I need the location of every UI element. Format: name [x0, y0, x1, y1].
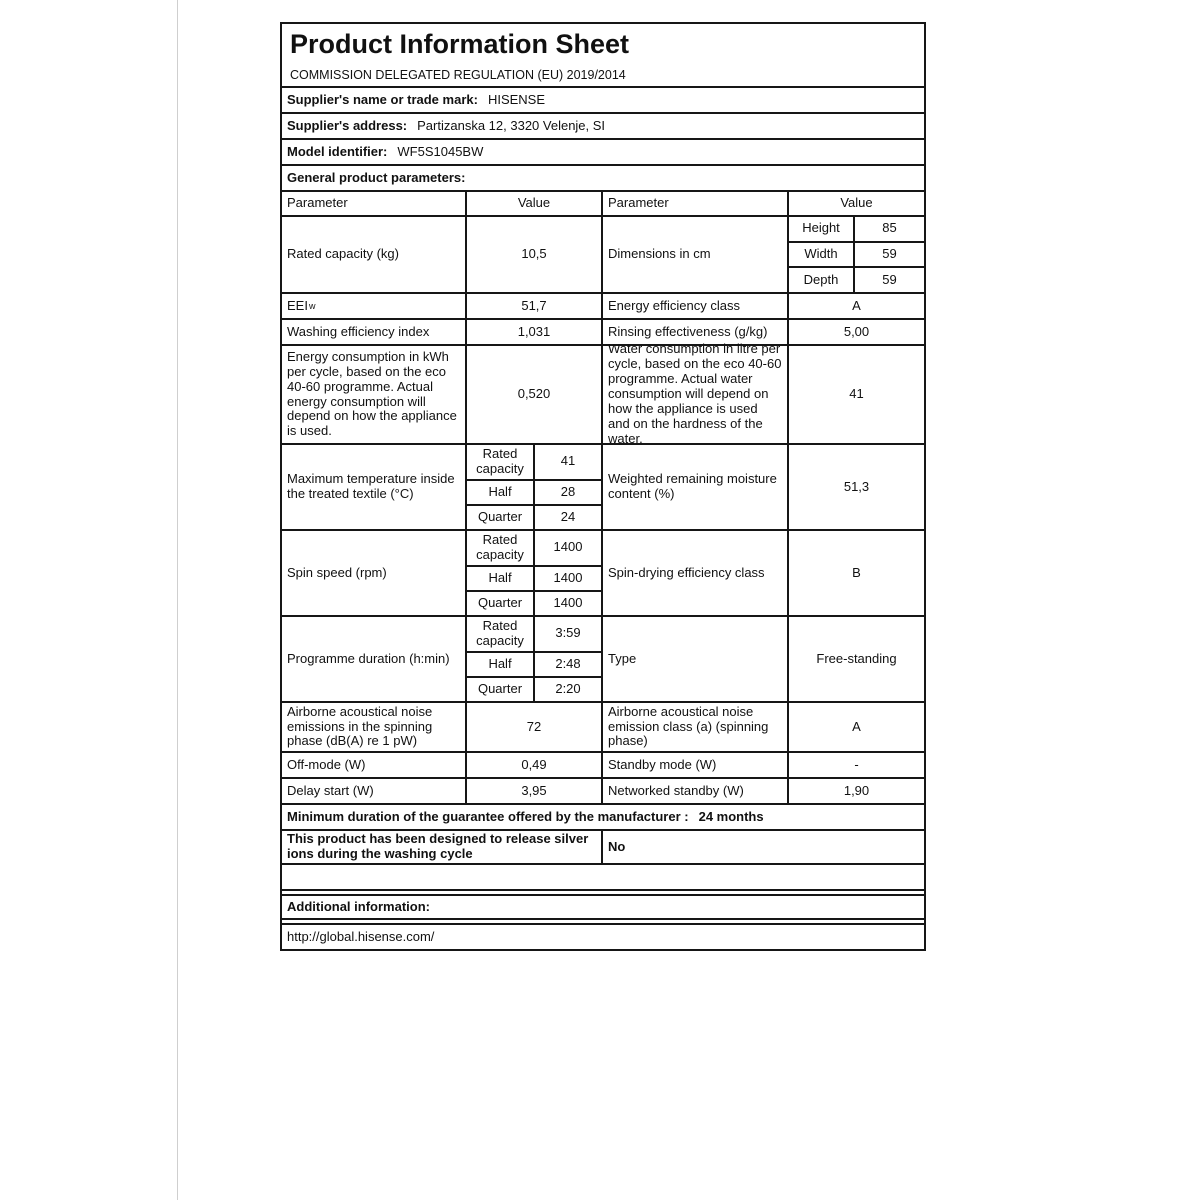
dimension-width-value: 59	[882, 246, 897, 262]
standby-label: Standby mode (W)	[603, 753, 789, 777]
header-parameter-2: Parameter	[603, 192, 789, 215]
networked-standby-label: Networked standby (W)	[603, 779, 789, 803]
duration-quarter-value: 2:20	[555, 681, 581, 696]
dimensions-subtable	[789, 217, 924, 292]
guarantee-value: 24 months	[698, 808, 764, 824]
spin-rated-value: 1400	[553, 539, 583, 555]
header-value-1: Value	[467, 192, 603, 215]
duration-rated-value: 3:59	[555, 625, 581, 641]
dimension-height-value: 85	[882, 220, 897, 236]
energy-consumption-value: 0,520	[467, 346, 603, 443]
general-parameters-label: General product parameters:	[287, 169, 466, 185]
spin-quarter-value: 1400	[553, 595, 583, 610]
max-temp-rated-label: Rated capacity	[467, 445, 535, 479]
airborne-noise-value: 72	[467, 703, 603, 751]
model-identifier-row	[282, 140, 924, 166]
rated-capacity-label: Rated capacity (kg)	[282, 217, 467, 292]
max-temp-half-value: 28	[560, 483, 576, 499]
spin-half-row	[467, 567, 601, 592]
eei-subscript: w	[308, 300, 316, 311]
standby-value: -	[854, 756, 859, 772]
row-energy-consumption	[282, 341, 924, 446]
duration-quarter-label: Quarter	[467, 678, 535, 701]
spin-quarter-row	[467, 592, 601, 615]
energy-consumption-label: Energy consumption in kWh per cycle, based on the eco 40-60 programme. Actual energy consumption will depend on how the appliance is used.	[282, 346, 467, 443]
eei-value: 51,7	[467, 294, 603, 318]
row-silver-ions	[282, 831, 924, 865]
networked-standby-value: 1,90	[843, 782, 870, 798]
delay-start-label: Delay start (W)	[282, 779, 467, 803]
dimension-depth-value: 59	[882, 271, 897, 287]
dimension-depth-row	[789, 268, 924, 292]
model-identifier-label: Model identifier:	[287, 143, 388, 159]
water-consumption-value: 41	[849, 386, 864, 402]
row-max-temperature	[282, 445, 924, 531]
delay-start-value: 3,95	[467, 779, 603, 803]
type-label: Type	[603, 617, 789, 701]
duration-half-label: Half	[467, 653, 535, 676]
energy-class-value: A	[852, 297, 861, 313]
off-mode-label: Off-mode (W)	[282, 753, 467, 777]
rated-capacity-value: 10,5	[467, 217, 603, 292]
spin-rated-row	[467, 531, 601, 567]
row-spin-speed	[282, 531, 924, 617]
row-programme-duration	[282, 617, 924, 703]
row-airborne-noise	[282, 703, 924, 753]
off-mode-value: 0,49	[467, 753, 603, 777]
page-title: Product Information Sheet	[290, 29, 630, 59]
dimension-depth-label: Depth	[789, 268, 855, 292]
max-temp-rated-row	[467, 445, 601, 481]
empty-row	[282, 865, 924, 891]
header-value-2: Value	[840, 195, 873, 211]
max-temp-quarter-value: 24	[560, 509, 576, 524]
spin-drying-class-value: B	[852, 564, 861, 580]
additional-information-label: Additional information:	[287, 898, 430, 914]
max-temperature-subtable	[467, 445, 603, 529]
duration-rated-label: Rated capacity	[467, 617, 535, 651]
max-temperature-label: Maximum temperature inside the treated textile (°C)	[282, 445, 467, 529]
supplier-name-row	[282, 88, 924, 114]
duration-half-row	[467, 653, 601, 678]
row-delay-start	[282, 779, 924, 805]
product-information-sheet	[280, 22, 926, 951]
spin-rated-label: Rated capacity	[467, 531, 535, 565]
row-rated-capacity	[282, 217, 924, 294]
row-off-mode	[282, 753, 924, 779]
duration-half-value: 2:48	[555, 655, 581, 671]
model-identifier-value: WF5S1045BW	[397, 143, 484, 159]
dimension-width-row	[789, 243, 924, 269]
url-row	[282, 923, 924, 949]
regulation-subtitle: COMMISSION DELEGATED REGULATION (EU) 2019/2014	[290, 67, 626, 82]
rinsing-label: Rinsing effectiveness (g/kg)	[603, 320, 789, 344]
energy-class-label: Energy efficiency class	[603, 294, 789, 318]
max-temp-quarter-label: Quarter	[467, 506, 535, 529]
spin-speed-subtable	[467, 531, 603, 615]
spin-quarter-label: Quarter	[467, 592, 535, 615]
row-washing-efficiency	[282, 320, 924, 346]
table-header-row	[282, 192, 924, 217]
page-edge-line	[177, 0, 178, 1200]
guarantee-label: Minimum duration of the guarantee offered by the manufacturer :	[287, 808, 689, 824]
washing-efficiency-value: 1,031	[467, 320, 603, 344]
dimension-width-label: Width	[789, 243, 855, 267]
supplier-name-value: HISENSE	[487, 91, 546, 107]
row-eei	[282, 294, 924, 320]
dimensions-label: Dimensions in cm	[603, 217, 789, 292]
spin-drying-class-label: Spin-drying efficiency class	[603, 531, 789, 615]
moisture-content-value: 51,3	[843, 478, 870, 494]
supplier-website-link[interactable]: http://global.hisense.com/	[287, 928, 435, 944]
general-parameters-row	[282, 166, 924, 192]
type-value: Free-standing	[816, 650, 897, 666]
programme-duration-label: Programme duration (h:min)	[282, 617, 467, 701]
additional-information-row	[282, 894, 924, 920]
silver-ions-value: No	[608, 838, 626, 854]
guarantee-row	[282, 805, 924, 831]
rinsing-value: 5,00	[843, 323, 870, 339]
noise-class-label: Airborne acoustical noise emission class (a) (spinning phase)	[603, 703, 789, 751]
max-temp-half-row	[467, 481, 601, 506]
max-temp-half-label: Half	[467, 481, 535, 504]
eei-label: EEI w	[282, 294, 467, 318]
supplier-address-label: Supplier's address:	[287, 117, 408, 133]
dimension-height-label: Height	[789, 217, 855, 241]
water-consumption-label: Water consumption in litre per cycle, based on the eco 40-60 programme. Actual water consumption will depend on how the appliance is used and on the hardness of the water.	[603, 346, 789, 443]
moisture-content-label: Weighted remaining moisture content (%)	[603, 445, 789, 529]
title-block	[282, 24, 924, 88]
spin-speed-label: Spin speed (rpm)	[282, 531, 467, 615]
supplier-address-row	[282, 114, 924, 140]
dimension-height-row	[789, 217, 924, 243]
max-temp-rated-value: 41	[560, 453, 576, 469]
silver-ions-label: This product has been designed to release silver ions during the washing cycle	[282, 831, 603, 863]
header-parameter-1: Parameter	[282, 192, 467, 215]
supplier-name-label: Supplier's name or trade mark:	[287, 91, 478, 107]
airborne-noise-label: Airborne acoustical noise emissions in the spinning phase (dB(A) re 1 pW)	[282, 703, 467, 751]
spin-half-value: 1400	[553, 569, 583, 585]
supplier-address-value: Partizanska 12, 3320 Velenje, SI	[417, 117, 606, 133]
washing-efficiency-label: Washing efficiency index	[282, 320, 467, 344]
duration-rated-row	[467, 617, 601, 653]
duration-quarter-row	[467, 678, 601, 701]
programme-duration-subtable	[467, 617, 603, 701]
max-temp-quarter-row	[467, 506, 601, 529]
noise-class-value: A	[852, 718, 861, 734]
spin-half-label: Half	[467, 567, 535, 590]
